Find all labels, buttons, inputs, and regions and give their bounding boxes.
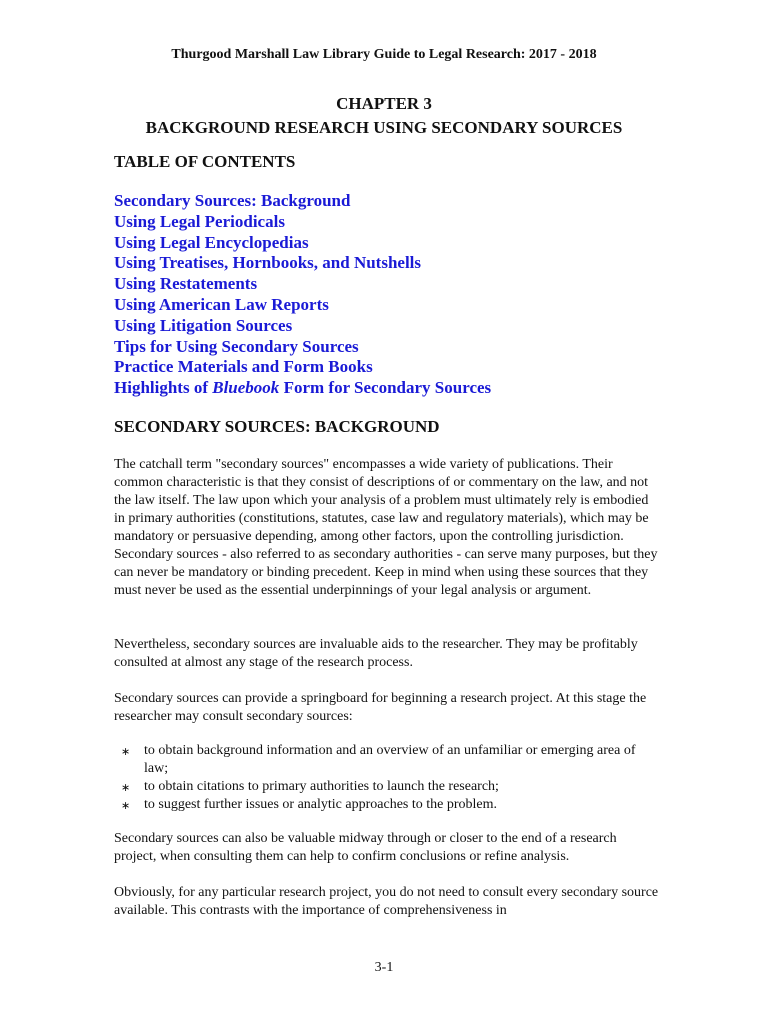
chapter-heading — [0, 92, 768, 140]
toc-item — [114, 212, 491, 233]
body-paragraph — [114, 456, 659, 600]
chapter-title: BACKGROUND RESEARCH USING SECONDARY SOURCES — [145, 118, 623, 137]
toc-item — [114, 233, 491, 254]
body-paragraph — [114, 690, 659, 726]
bullet-asterisk-icon: ∗ — [121, 799, 131, 812]
toc-item — [114, 253, 491, 274]
toc-item — [114, 337, 491, 358]
toc-list — [114, 191, 491, 399]
list-item — [114, 742, 659, 778]
chapter-number: CHAPTER 3 — [336, 94, 432, 113]
toc-link-tips-secondary-sources[interactable]: Tips for Using Secondary Sources — [114, 336, 359, 356]
list-item-text: to obtain citations to primary authorities to launch the research; — [144, 779, 499, 794]
toc-item — [114, 191, 491, 212]
body-paragraph — [114, 636, 659, 672]
paragraph-text: Nevertheless, secondary sources are invaluable aids to the researcher. They may be profitably consulted at almost any stage of the research process. — [114, 637, 638, 670]
paragraph-text: Secondary sources can provide a springboard for beginning a research project. At this stage the researcher may consult secondary sources: — [114, 691, 647, 724]
toc-link-bluebook-highlights[interactable] — [114, 378, 491, 397]
toc-link-legal-periodicals[interactable]: Using Legal Periodicals — [114, 211, 285, 231]
page-number: 3-1 — [374, 960, 394, 975]
toc-link-treatises-hornbooks-nutshells[interactable]: Using Treatises, Hornbooks, and Nutshells — [114, 253, 422, 273]
toc-link-suffix: Form for Secondary Sources — [279, 378, 492, 398]
toc-item — [114, 316, 491, 337]
body-paragraph — [114, 830, 659, 866]
toc-heading: TABLE OF CONTENTS — [114, 152, 296, 171]
bullet-asterisk-icon: ∗ — [121, 781, 131, 794]
paragraph-text: The catchall term "secondary sources" encompasses a wide variety of publications. Their common characteristic is that they consist of descriptions of or commentary on the law, and not the law itself. The law upon which your analysis of a problem must ultimately rely is embodied in primary authorities (constitutions, statutes, case law and regulatory materials), which may be mandatory or persuasive depending, among other factors, upon the controlling jurisdiction. Secondary sources - also referred to as secondary authorities - can serve many purposes, but they can never be mandatory or binding precedent. Keep in mind when using these sources that they must never be used as the essential underpinnings of your legal analysis or argument. — [114, 457, 658, 598]
toc-item — [114, 274, 491, 295]
running-header: Thurgood Marshall Law Library Guide to Legal Research: 2017 - 2018 — [171, 47, 597, 62]
toc-item — [114, 295, 491, 316]
paragraph-text: Secondary sources can also be valuable midway through or closer to the end of a research project, when consulting them can help to confirm conclusions or refine analysis. — [114, 831, 617, 864]
body-paragraph — [114, 884, 659, 920]
toc-link-american-law-reports[interactable]: Using American Law Reports — [114, 294, 329, 314]
list-item — [114, 778, 659, 796]
toc-link-secondary-sources-background[interactable]: Secondary Sources: Background — [114, 191, 351, 210]
bullet-list — [114, 742, 659, 814]
toc-link-emphasis: Bluebook — [212, 378, 280, 398]
toc-link-prefix: Highlights of — [114, 378, 213, 398]
bullet-asterisk-icon: ∗ — [121, 745, 131, 758]
toc-link-restatements[interactable]: Using Restatements — [114, 274, 258, 294]
list-item — [114, 796, 659, 814]
toc-item — [114, 357, 491, 378]
paragraph-text: Obviously, for any particular research project, you do not need to consult every secondary source available. This contrasts with the importance of comprehensiveness in — [114, 885, 659, 918]
list-item-text: to obtain background information and an overview of an unfamiliar or emerging area of law; — [144, 743, 636, 776]
list-item-text: to suggest further issues or analytic approaches to the problem. — [144, 797, 498, 812]
toc-link-practice-materials-form-books[interactable]: Practice Materials and Form Books — [114, 357, 373, 377]
toc-link-litigation-sources[interactable]: Using Litigation Sources — [114, 315, 293, 335]
section-heading: SECONDARY SOURCES: BACKGROUND — [114, 417, 440, 436]
toc-item — [114, 378, 491, 399]
toc-link-legal-encyclopedias[interactable]: Using Legal Encyclopedias — [114, 232, 309, 252]
